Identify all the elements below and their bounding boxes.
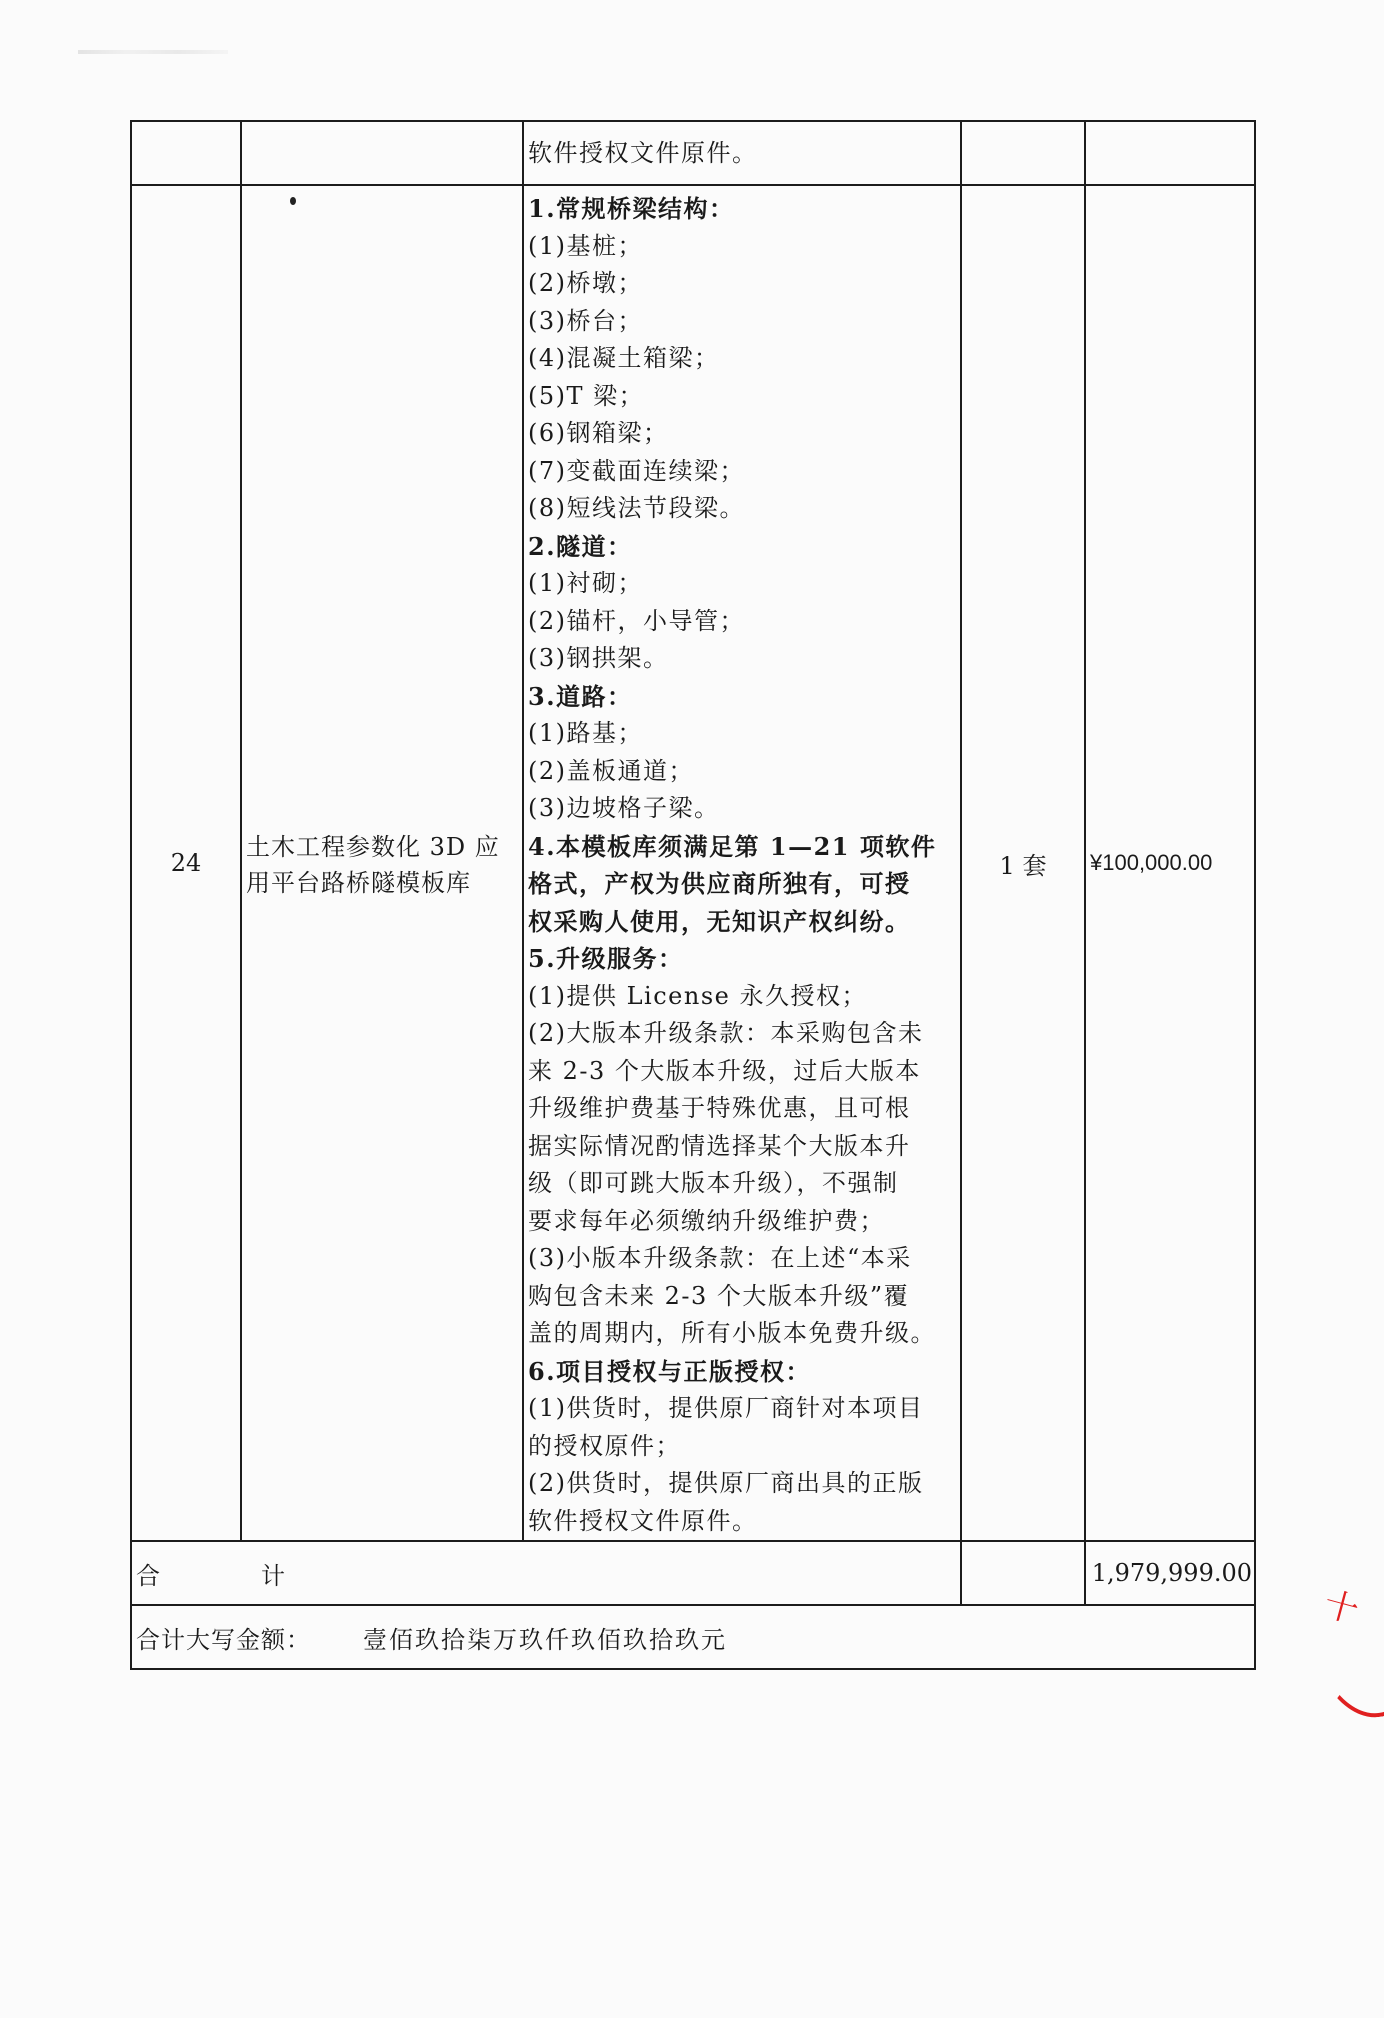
seal-text: 十 [1319, 1584, 1363, 1632]
spec-line: (3)钢拱架。 [528, 644, 669, 672]
spec-list [524, 186, 960, 1540]
spec-line: (1)基桩； [528, 231, 643, 260]
item-name-line-1: 土木工程参数化 3D 应 [246, 833, 500, 861]
item-price: ¥100,000.00 [1090, 850, 1213, 875]
spec-line: 4.本模板库须满足第 1—21 项软件 [528, 831, 937, 861]
item-spec [523, 185, 961, 1541]
spec-line: (1)路基； [528, 719, 643, 747]
spec-line: (1)供货时，提供原厂商针对本项目 [528, 1394, 924, 1422]
total-label-cell [131, 1541, 961, 1605]
cell-price [1085, 121, 1255, 185]
spec-line: (8)短线法节段梁。 [528, 494, 745, 522]
spec-line: (1)提供 License 永久授权； [528, 981, 867, 1010]
spec-line: (5)T 梁； [528, 381, 645, 410]
total-label-part-1: 合 [136, 1561, 161, 1590]
scan-artifact [78, 50, 228, 54]
total-amount: 1,979,999.00 [1085, 1541, 1255, 1605]
spec-line: (2)供货时，提供原厂商出具的正版 [528, 1469, 924, 1497]
item-name-line-2: 用平台路桥隧模板库 [246, 869, 471, 897]
cell-qty [961, 121, 1085, 185]
spec-line: 5.升级服务： [528, 944, 684, 973]
spec-line: 来 2-3 个大版本升级，过后大版本 [528, 1056, 921, 1085]
item-number: 24 [131, 185, 241, 1541]
total-qty-cell [961, 1541, 1085, 1605]
spec-line: 升级维护费基于特殊优惠，且可根 [528, 1094, 911, 1122]
upper-amount-value: 壹佰玖拾柒万玖仟玖佰玖拾玖元 [363, 1625, 727, 1654]
item-name [242, 825, 522, 901]
cell-name [241, 121, 523, 185]
spec-line: 3.道路： [528, 681, 633, 711]
spec-line: (2)锚杆，小导管； [528, 606, 745, 635]
spec-line: 据实际情况酌情选择某个大版本升 [528, 1131, 911, 1160]
cell-spec [523, 121, 961, 185]
upper-amount [132, 1620, 1254, 1655]
spec-line: (3)桥台； [528, 306, 643, 335]
item-quantity: 1 套 [961, 185, 1085, 1541]
total-label-part-2: 计 [261, 1561, 286, 1590]
spec-line: (3)小版本升级条款：在上述“本采 [528, 1244, 912, 1272]
item-name-cell [241, 185, 523, 1541]
item-price-cell [1085, 185, 1255, 1541]
spec-line: (3)边坡格子梁。 [528, 794, 720, 822]
spec-line: 权采购人使用，无知识产权纠纷。 [528, 906, 911, 936]
spec-line: (4)混凝土箱梁； [528, 344, 720, 372]
spec-line: (1)衬砌； [528, 569, 643, 597]
spec-line: (7)变截面连续梁； [528, 456, 745, 485]
spec-line: (6)钢箱梁； [528, 419, 669, 447]
spec-line: 软件授权文件原件。 [528, 139, 758, 167]
spec-line: 2.隧道： [528, 531, 633, 561]
spec-line: 软件授权文件原件。 [528, 1506, 758, 1535]
spec-line: 盖的周期内，所有小版本免费升级。 [528, 1319, 936, 1347]
spec-line: 购包含未来 2-3 个大版本升级”覆 [528, 1281, 910, 1310]
spec-line: 的授权原件； [528, 1431, 681, 1460]
spec-line: (2)大版本升级条款：本采购包含未 [528, 1019, 924, 1047]
spec-line: (2)桥墩； [528, 269, 643, 297]
spec-line: 格式，产权为供应商所独有，可授 [528, 869, 911, 898]
total-row [131, 1541, 1255, 1605]
spec-line: 6.项目授权与正版授权： [528, 1356, 812, 1386]
ink-dot [290, 197, 296, 205]
spec-line: (2)盖板通道； [528, 756, 694, 785]
upper-amount-cell [131, 1605, 1255, 1669]
spec-line: 级（即可跳大版本升级），不强制 [528, 1169, 899, 1197]
cell-no [131, 121, 241, 185]
total-label [132, 1556, 960, 1591]
table-row-continued [131, 121, 1255, 185]
upper-amount-row [131, 1605, 1255, 1669]
spec-line: 1.常规桥梁结构： [528, 194, 735, 223]
quotation-table [130, 120, 1256, 1670]
spec-line: 要求每年必须缴纳升级维护费； [528, 1206, 885, 1235]
table-row-item-24 [131, 185, 1255, 1541]
upper-amount-label: 合计大写金额： [136, 1625, 311, 1654]
